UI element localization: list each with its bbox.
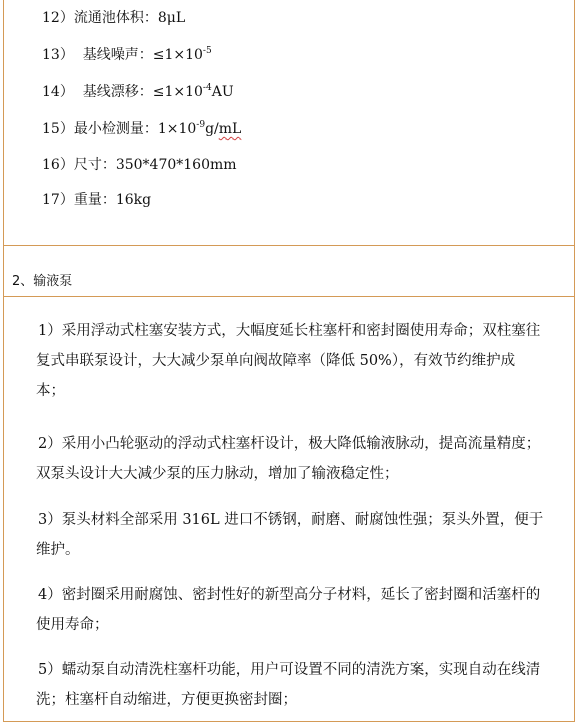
spec-cell (4, 0, 574, 245)
spec-item-15: 15）最小检测量：$1\times 10^{-9}g/mL$ (42, 120, 242, 137)
spec-item-12: 12）流通池体积：8μL (42, 10, 186, 26)
spec-item-13: 13） 基线噪声：$\le 1\times 10^{-5}$ (42, 46, 212, 63)
spell-check-underline: mL (218, 121, 242, 137)
feature-paragraph-4: 4）密封圈采用耐腐蚀、密封性好的新型高分子材料，延长了密封圈和活塞杆的使用寿命； (36, 587, 541, 633)
spec-item-14: 14） 基线漂移：$\le 1\times 10^{-4}AU$ (42, 83, 234, 100)
spec-item-17: 17）重量：16kg (42, 192, 152, 208)
feature-paragraph-1: 1）采用浮动式柱塞安装方式，大幅度延长柱塞杆和密封圈使用寿命；双柱塞往复式串联泵设计，大大减少泵单向阀故障率（降低 50%），有效节约维护成本； (36, 323, 541, 399)
document-table (3, 0, 575, 722)
feature-paragraph-2: 2）采用小凸轮驱动的浮动式柱塞杆设计，极大降低输液脉动，提高流量精度；双泵头设计大大减少泵的压力脉动，增加了输液稳定性； (36, 436, 541, 482)
feature-cell (4, 297, 574, 721)
section-title: 2、输液泵 (12, 274, 73, 289)
feature-paragraph-3: 3）泵头材料全部采用 316L 进口不锈钢，耐磨、耐腐蚀性强；泵头外置，便于维护。 (36, 512, 544, 558)
spec-item-16: 16）尺寸：350*470*160mm (42, 157, 237, 173)
feature-paragraph-5: 5）蠕动泵自动清洗柱塞杆功能，用户可设置不同的清洗方案，实现自动在线清洗；柱塞杆自动缩进，方便更换密封圈； (36, 662, 541, 708)
section-title-cell (4, 246, 574, 296)
